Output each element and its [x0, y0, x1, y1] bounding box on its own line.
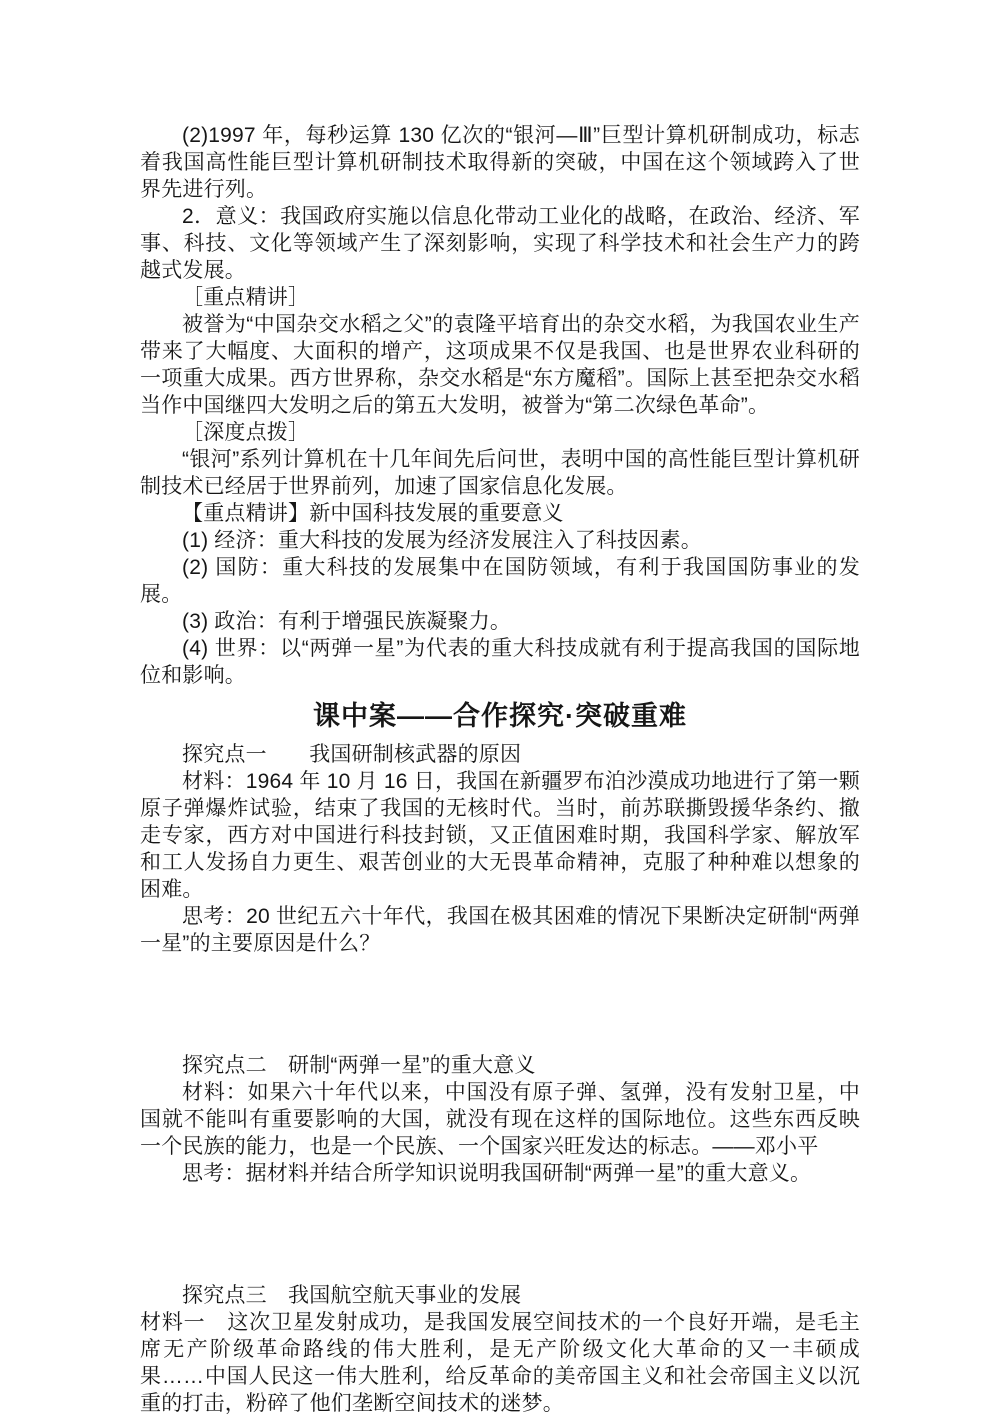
label-deep-insight: ［深度点拨］	[182, 421, 310, 444]
exploration-two-section	[140, 1052, 860, 1282]
exploration-two-question: 思考：据材料并结合所学知识说明我国研制“两弹一星”的重大意义。	[182, 1162, 812, 1185]
exploration-two-title: 探究点二 研制“两弹一星”的重大意义	[182, 1054, 536, 1077]
exploration-three-section	[140, 1282, 860, 1414]
paragraph-key-lecture-title: 【重点精讲】新中国科技发展的重要意义	[182, 502, 564, 525]
exploration-one-question: 思考：20 世纪五六十年代，我国在极其困难的情况下果断决定研制“两弹一星”的主要原因是什么？	[140, 905, 860, 955]
exploration-three-material: 材料一 这次卫星发射成功，是我国发展空间技术的一个良好开端，是毛主席无产阶级革命路线的伟大胜利，是无产阶级文化大革命的又一丰硕成果……中国人民这一伟大胜利，给反革命的美帝国主义和社会帝国主义以沉重的打击，粉碎了他们垄断空间技术的迷梦。	[140, 1311, 860, 1414]
paragraph-computer-1997: (2)1997 年，每秒运算 130 亿次的“银河—Ⅲ”巨型计算机研制成功，标志着我国高性能巨型计算机研制技术取得新的突破，中国在这个领域跨入了世界先进行列。	[140, 124, 860, 201]
list-item-economy: (1) 经济：重大科技的发展为经济发展注入了科技因素。	[182, 529, 702, 552]
paragraph-galaxy-computers: “银河”系列计算机在十几年间先后问世，表明中国的高性能巨型计算机研制技术已经居于世界前列，加速了国家信息化发展。	[140, 448, 860, 498]
exploration-two-material: 材料：如果六十年代以来，中国没有原子弹、氢弹，没有发射卫星，中国就不能叫有重要影响的大国，就没有现在这样的国际地位。这些东西反映一个民族的能力，也是一个民族、一个国家兴旺发达的标志。——邓小平	[140, 1081, 860, 1158]
label-key-lecture: ［重点精讲］	[182, 286, 310, 309]
exploration-one-title: 探究点一 我国研制核武器的原因	[182, 743, 522, 766]
list-item-defense: (2) 国防：重大科技的发展集中在国防领域，有利于我国国防事业的发展。	[140, 556, 860, 606]
exploration-one-material: 材料：1964 年 10 月 16 日，我国在新疆罗布泊沙漠成功地进行了第一颗原子弹爆炸试验，结束了我国的无核时代。当时，前苏联撕毁援华条约、撤走专家，西方对中国进行科技封锁，又正值困难时期，我国科学家、解放军和工人发扬自力更生、艰苦创业的大无畏革命精神，克服了种种难以想象的困难。	[140, 770, 860, 901]
answer-space-two	[140, 1187, 860, 1282]
answer-space-one	[140, 957, 860, 1052]
exploration-one-section	[140, 741, 860, 1052]
list-item-world: (4) 世界：以“两弹一星”为代表的重大科技成就有利于提高我国的国际地位和影响。	[140, 637, 860, 687]
paragraph-significance: 2．意义：我国政府实施以信息化带动工业化的战略，在政治、经济、军事、科技、文化等领域产生了深刻影响，实现了科学技术和社会生产力的跨越式发展。	[140, 205, 860, 282]
list-item-politics: (3) 政治：有利于增强民族凝聚力。	[182, 610, 512, 633]
exploration-three-title: 探究点三 我国航空航天事业的发展	[182, 1284, 522, 1307]
section-heading: 课中案——合作探究·突破重难	[313, 701, 687, 731]
paragraph-hybrid-rice: 被誉为“中国杂交水稻之父”的袁隆平培育出的杂交水稻，为我国农业生产带来了大幅度、大面积的增产，这项成果不仅是我国、也是世界农业科研的一项重大成果。西方世界称，杂交水稻是“东方魔稻”。国际上甚至把杂交水稻当作中国继四大发明之后的第五大发明，被誉为“第二次绿色革命”。	[140, 313, 860, 417]
